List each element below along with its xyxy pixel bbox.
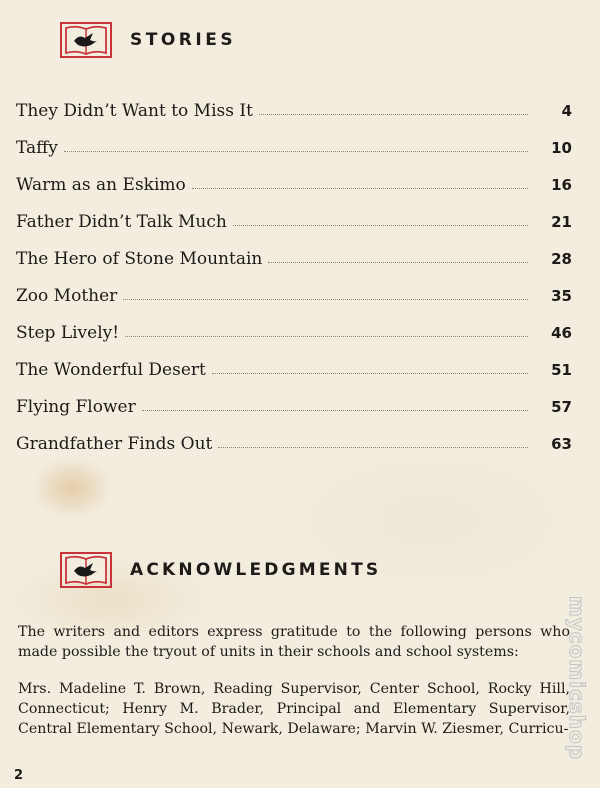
page-number: 2 <box>14 768 24 783</box>
toc-entry-page: 16 <box>551 175 572 194</box>
toc-leader-dots <box>123 298 528 300</box>
toc-leader-dots <box>259 113 528 115</box>
acknowledgments-intro: The writers and editors express gratitude to the following persons who made possible the tryout of units in their schools and school systems: <box>18 624 570 660</box>
open-book-bird-icon <box>60 20 112 60</box>
watermark <box>557 570 597 785</box>
stories-heading-text: STORIES <box>130 30 237 50</box>
toc-entry-title: Zoo Mother <box>16 285 118 306</box>
stories-heading <box>60 20 236 60</box>
toc-leader-dots <box>142 409 528 411</box>
acknowledgments-text <box>18 622 570 756</box>
toc-entry-title: Flying Flower <box>16 396 136 417</box>
toc-entry <box>16 351 572 388</box>
toc-leader-dots <box>218 446 528 448</box>
toc-entry-page: 21 <box>551 212 572 231</box>
toc-leader-dots <box>64 150 528 152</box>
toc-entry-title: The Wonderful Desert <box>16 359 206 380</box>
watermark-text: mycomicshop <box>565 595 590 760</box>
toc-leader-dots <box>212 372 528 374</box>
stories-table-of-contents <box>16 92 572 462</box>
toc-entry-title: The Hero of Stone Mountain <box>16 248 263 269</box>
toc-entry-page: 35 <box>551 286 572 305</box>
toc-leader-dots <box>233 224 528 226</box>
toc-entry-title: Father Didn’t Talk Much <box>16 211 227 232</box>
toc-entry <box>16 314 572 351</box>
open-book-bird-icon <box>60 550 112 590</box>
toc-entry <box>16 240 572 277</box>
toc-entry <box>16 203 572 240</box>
toc-leader-dots <box>268 261 528 263</box>
toc-leader-dots <box>125 335 528 337</box>
toc-entry <box>16 129 572 166</box>
toc-entry <box>16 388 572 425</box>
acknowledgments-heading <box>60 550 381 590</box>
toc-entry <box>16 277 572 314</box>
toc-entry <box>16 425 572 462</box>
toc-entry-page: 51 <box>551 360 572 379</box>
toc-leader-dots <box>192 187 528 189</box>
toc-entry-title: They Didn’t Want to Miss It <box>16 100 253 121</box>
toc-entry <box>16 166 572 203</box>
toc-entry-page: 10 <box>551 138 572 157</box>
toc-entry-page: 4 <box>561 101 572 120</box>
toc-entry-page: 46 <box>551 323 572 342</box>
toc-entry-page: 57 <box>551 397 572 416</box>
toc-entry-title: Taffy <box>16 137 58 158</box>
toc-entry-page: 63 <box>551 434 572 453</box>
acknowledgments-body: Mrs. Madeline T. Brown, Reading Supervisor, Center School, Rocky Hill, Connecticut; Henry M. Brader, Principal and Elementary Supervisor, Central Elementary School, Newark, Delaware; Marvin W. Ziesmer, Curricu- <box>18 681 570 737</box>
toc-entry-title: Warm as an Eskimo <box>16 174 186 195</box>
toc-entry-page: 28 <box>551 249 572 268</box>
acknowledgments-heading-text: ACKNOWLEDGMENTS <box>130 560 382 580</box>
toc-entry-title: Step Lively! <box>16 322 120 343</box>
toc-entry-title: Grandfather Finds Out <box>16 433 213 454</box>
toc-entry <box>16 92 572 129</box>
